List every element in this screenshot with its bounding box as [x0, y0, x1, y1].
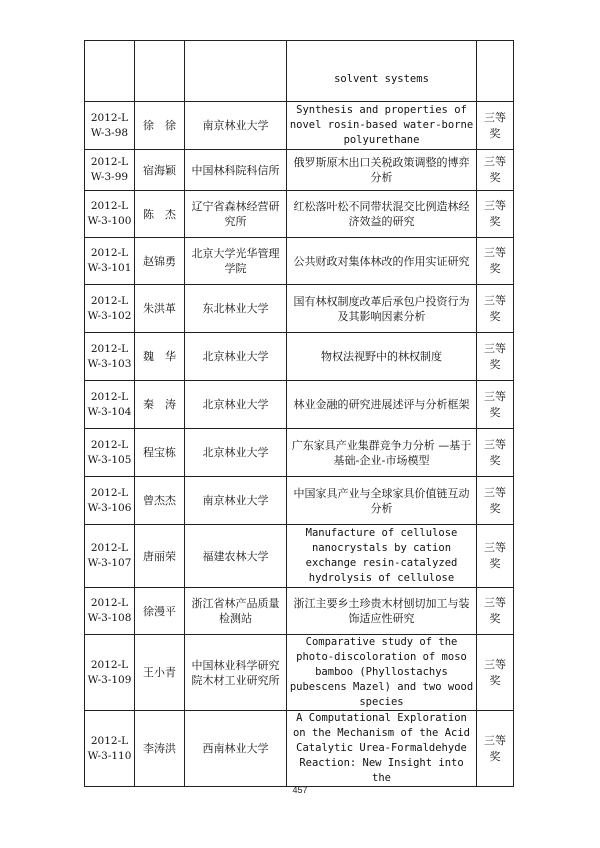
cell-prize: 三等奖	[477, 477, 514, 525]
cell-org: 北京林业大学	[185, 429, 287, 477]
cell-prize: 三等奖	[477, 333, 514, 381]
cell-author: 李涛洪	[135, 711, 185, 787]
cell-id: 2012-LW-3-103	[85, 333, 135, 381]
cell-author: 程宝栋	[135, 429, 185, 477]
cell-org: 北京林业大学	[185, 381, 287, 429]
cell-author: 徐 徐	[135, 102, 185, 150]
cell-id: 2012-LW-3-100	[85, 191, 135, 238]
cell-prize: 三等奖	[477, 285, 514, 333]
cell-title: 中国家具产业与全球家具价值链互动分析	[287, 477, 477, 525]
cell-org: 福建农林大学	[185, 525, 287, 588]
cell-author: 王小青	[135, 635, 185, 711]
table-row	[85, 191, 514, 238]
cell-id: 2012-LW-3-109	[85, 635, 135, 711]
cell-org: 南京林业大学	[185, 102, 287, 150]
cell-prize: 三等奖	[477, 429, 514, 477]
table-row	[85, 525, 514, 588]
cell-prize: 三等奖	[477, 381, 514, 429]
cell-id: 2012-LW-3-107	[85, 525, 135, 588]
cell-prize: 三等奖	[477, 588, 514, 635]
cell-org: 中国林科院科信所	[185, 150, 287, 191]
cell-author: 陈 杰	[135, 191, 185, 238]
cell-prize	[477, 41, 514, 102]
cell-title: Manufacture of cellulose nanocrystals by cation exchange resin-catalyzed hydrolysis of cellulose	[287, 525, 477, 588]
cell-id: 2012-LW-3-110	[85, 711, 135, 787]
table-row	[85, 635, 514, 711]
cell-org: 北京林业大学	[185, 333, 287, 381]
cell-title: Synthesis and properties of novel rosin-based water-borne polyurethane	[287, 102, 477, 150]
cell-id	[85, 41, 135, 102]
cell-prize: 三等奖	[477, 711, 514, 787]
cell-title: A Computational Exploration on the Mechanism of the Acid Catalytic Urea-Formaldehyde Reaction: New Insight into the	[287, 711, 477, 787]
cell-author: 曾杰杰	[135, 477, 185, 525]
award-table	[84, 40, 514, 787]
cell-title: 物权法视野中的林权制度	[287, 333, 477, 381]
table-row	[85, 285, 514, 333]
table-row	[85, 429, 514, 477]
cell-title: 红松落叶松不同带状混交比例造林经济效益的研究	[287, 191, 477, 238]
cell-id: 2012-LW-3-104	[85, 381, 135, 429]
cell-author: 赵锦勇	[135, 238, 185, 285]
cell-prize: 三等奖	[477, 238, 514, 285]
cell-title: 浙江主要乡土珍贵木材刨切加工与装饰适应性研究	[287, 588, 477, 635]
cell-title: solvent systems	[287, 41, 477, 102]
cell-prize: 三等奖	[477, 525, 514, 588]
cell-prize: 三等奖	[477, 635, 514, 711]
cell-author: 朱洪革	[135, 285, 185, 333]
cell-org: 北京大学光华管理学院	[185, 238, 287, 285]
cell-author: 徐漫平	[135, 588, 185, 635]
table-row	[85, 102, 514, 150]
cell-id: 2012-LW-3-106	[85, 477, 135, 525]
cell-author: 宿海颖	[135, 150, 185, 191]
cell-title: 公共财政对集体林改的作用实证研究	[287, 238, 477, 285]
cell-org	[185, 41, 287, 102]
cell-title: 广东家具产业集群竞争力分析 —基于基础-企业-市场模型	[287, 429, 477, 477]
cell-id: 2012-LW-3-108	[85, 588, 135, 635]
table-row	[85, 588, 514, 635]
table-row	[85, 333, 514, 381]
cell-org: 东北林业大学	[185, 285, 287, 333]
cell-id: 2012-LW-3-99	[85, 150, 135, 191]
cell-id: 2012-LW-3-101	[85, 238, 135, 285]
cell-org: 西南林业大学	[185, 711, 287, 787]
cell-id: 2012-LW-3-105	[85, 429, 135, 477]
page-number: 457	[292, 785, 308, 795]
cell-prize: 三等奖	[477, 102, 514, 150]
cell-title: 林业金融的研究进展述评与分析框架	[287, 381, 477, 429]
cell-org: 浙江省林产品质量检测站	[185, 588, 287, 635]
cell-id: 2012-LW-3-98	[85, 102, 135, 150]
cell-author: 唐丽荣	[135, 525, 185, 588]
cell-org: 辽宁省森林经营研究所	[185, 191, 287, 238]
cell-author: 魏 华	[135, 333, 185, 381]
table-row	[85, 41, 514, 102]
cell-title: 俄罗斯原木出口关税政策调整的博弈分析	[287, 150, 477, 191]
cell-author: 秦 涛	[135, 381, 185, 429]
cell-prize: 三等奖	[477, 191, 514, 238]
cell-id: 2012-LW-3-102	[85, 285, 135, 333]
table-row	[85, 711, 514, 787]
cell-org: 南京林业大学	[185, 477, 287, 525]
cell-prize: 三等奖	[477, 150, 514, 191]
cell-title: 国有林权制度改革后承包户投资行为及其影响因素分析	[287, 285, 477, 333]
cell-author	[135, 41, 185, 102]
cell-title: Comparative study of the photo-discoloration of moso bamboo (Phyllostachys pubescens Mazel) and two wood species	[287, 635, 477, 711]
table-row	[85, 238, 514, 285]
table-row	[85, 150, 514, 191]
table-row	[85, 381, 514, 429]
cell-org: 中国林业科学研究院木材工业研究所	[185, 635, 287, 711]
table-row	[85, 477, 514, 525]
